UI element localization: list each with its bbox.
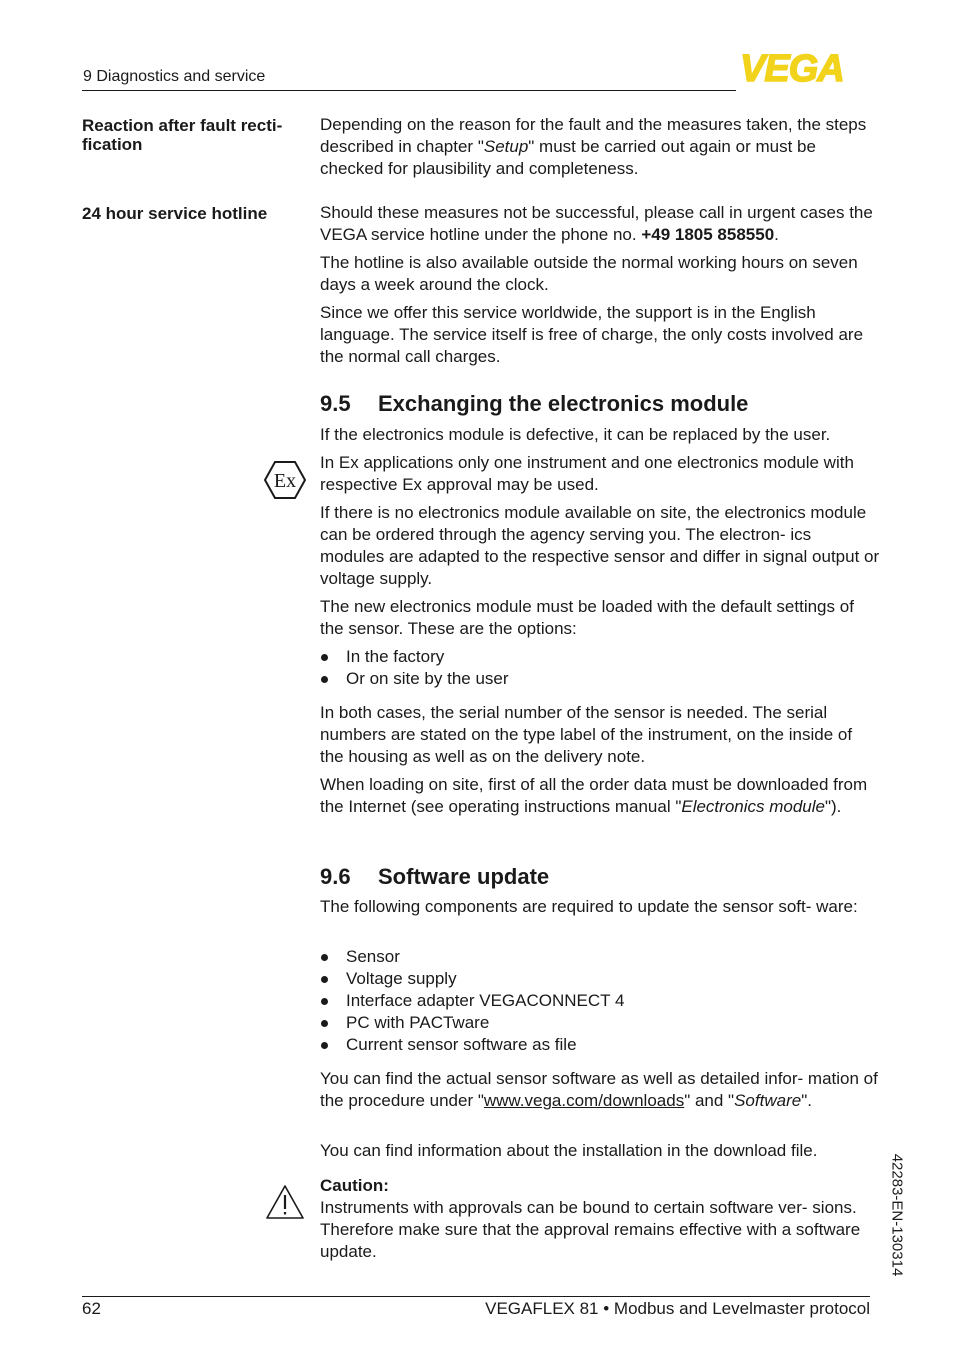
section-9-6-paragraph-2: You can find the actual sensor software as well as detailed infor- mation of the procedure under "www.vega.com/downloads" and "Software". bbox=[320, 1069, 878, 1110]
downloads-link[interactable]: www.vega.com/downloads bbox=[483, 1091, 685, 1110]
list-item: Sensor bbox=[320, 946, 624, 968]
hotline-paragraph-3: Since we offer this service worldwide, the support is in the English language. The service itself is free of charge, the only costs involved are the normal call charges. bbox=[320, 303, 864, 366]
warning-triangle-icon bbox=[265, 1184, 305, 1220]
section-9-6-heading: 9.6 Software update bbox=[320, 864, 550, 889]
chapter-reference: Setup bbox=[483, 137, 529, 156]
list-item: Or on site by the user bbox=[320, 668, 509, 690]
list-item: PC with PACTware bbox=[320, 1012, 624, 1034]
ex-hexagon-icon bbox=[264, 460, 306, 500]
svg-text:VEGA: VEGA bbox=[740, 50, 844, 84]
loading-options-list bbox=[320, 646, 509, 690]
caution-title: Caution: bbox=[320, 1176, 389, 1195]
header-divider bbox=[82, 90, 736, 91]
hotline-side-label: 24 hour service hotline bbox=[82, 204, 268, 223]
product-name: VEGAFLEX 81 • Modbus and Levelmaster protocol bbox=[485, 1299, 870, 1318]
hotline-paragraph-2: The hotline is also available outside the normal working hours on seven days a week around the clock. bbox=[320, 253, 858, 294]
section-9-5-paragraph-1: If the electronics module is defective, it can be replaced by the user. bbox=[320, 425, 831, 444]
section-9-6-paragraph-3: You can find information about the installation in the download file. bbox=[320, 1141, 818, 1160]
section-9-5-paragraph-2: In Ex applications only one instrument and one electronics module with respective Ex approval may be used. bbox=[320, 453, 854, 494]
section-9-5-paragraph-3: If there is no electronics module available on site, the electronics module can be ordered through the agency serving you. The electron- ics modules are adapted to the respective sensor and differ in signal output or voltage supply. bbox=[320, 503, 880, 588]
hotline-paragraph-1: Should these measures not be successful, please call in urgent cases the VEGA service hotline under the phone no. +49 1805 858550. bbox=[320, 203, 873, 244]
list-item: Voltage supply bbox=[320, 968, 624, 990]
section-9-5-heading: 9.5 Exchanging the electronics module bbox=[320, 391, 749, 416]
running-header: 9 Diagnostics and service bbox=[83, 68, 266, 85]
document-number: 42283-EN-130314 bbox=[888, 1153, 906, 1277]
list-item: In the factory bbox=[320, 646, 509, 668]
components-list bbox=[320, 946, 624, 1056]
vega-logo bbox=[740, 50, 872, 84]
list-item: Interface adapter VEGACONNECT 4 bbox=[320, 990, 624, 1012]
list-item: Current sensor software as file bbox=[320, 1034, 624, 1056]
footer-divider bbox=[82, 1296, 870, 1297]
page-number: 62 bbox=[82, 1299, 101, 1318]
caution-text: Instruments with approvals can be bound to certain software ver- sions. Therefore make sure that the approval remains effective with a software update. bbox=[320, 1198, 861, 1261]
caution-block bbox=[320, 1175, 880, 1263]
section-9-5-paragraph-4: The new electronics module must be loaded with the default settings of the sensor. These are the options: bbox=[320, 597, 854, 638]
section-9-5-paragraph-6: When loading on site, first of all the order data must be downloaded from the Internet (see operating instructions manual "Electronics module"). bbox=[320, 775, 868, 816]
hotline-phone-number: +49 1805 858550 bbox=[641, 225, 775, 244]
section-9-6-paragraph-1: The following components are required to update the sensor soft- ware: bbox=[320, 897, 858, 916]
reaction-side-label: Reaction after fault recti- fication bbox=[82, 116, 283, 154]
section-9-5-paragraph-5: In both cases, the serial number of the sensor is needed. The serial numbers are stated on the type label of the instrument, on the inside of the housing as well as on the delivery note. bbox=[320, 703, 853, 766]
reaction-paragraph: Depending on the reason for the fault and the measures taken, the steps described in chapter "Setup" must be carried out again or must be checked for plausibility and completeness. bbox=[320, 115, 867, 178]
svg-text:Ex: Ex bbox=[273, 470, 297, 492]
